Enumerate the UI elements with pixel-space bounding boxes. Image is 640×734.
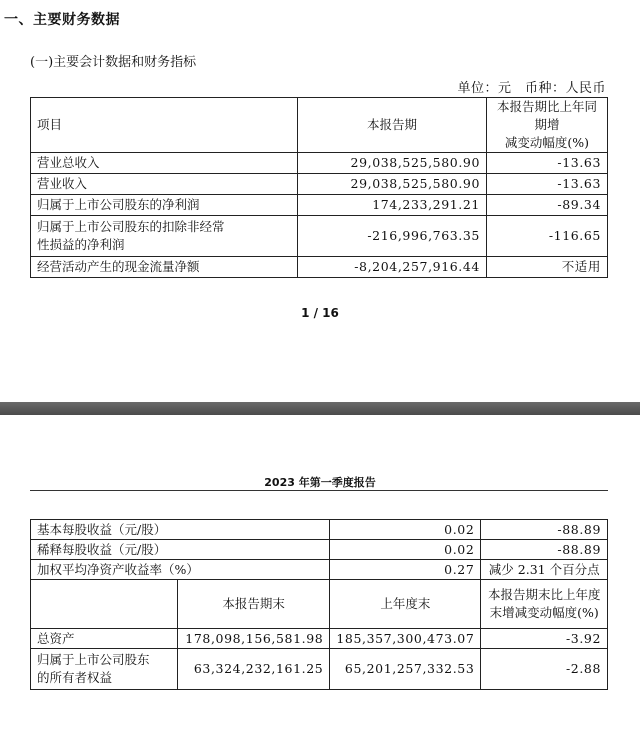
header-change-line1: 本报告期末比上年度	[487, 587, 601, 602]
header-period-end: 本报告期末	[178, 580, 330, 629]
row-item	[31, 216, 298, 257]
row-current: 174,233,291.21	[298, 195, 487, 216]
header-change-line2: 减变动幅度(%)	[504, 135, 590, 150]
row-period-end: 178,098,156,581.98	[178, 629, 330, 649]
section-heading: 一、主要财务数据	[4, 12, 120, 28]
unit-line: 单位：元 币种：人民币	[457, 81, 606, 96]
header-change-line1: 本报告期比上年同期增	[496, 99, 597, 132]
table-row	[31, 520, 608, 540]
table-row	[31, 195, 608, 216]
main-financial-table	[30, 97, 608, 278]
row-change: -116.65	[487, 216, 608, 257]
table-header-row	[31, 98, 608, 153]
row-change: -13.63	[487, 174, 608, 195]
page-number: 1 / 16	[301, 306, 339, 320]
row-item: 加权平均净资产收益率（%）	[31, 560, 330, 580]
header-change	[487, 98, 608, 153]
row-current: 0.02	[330, 540, 481, 560]
table-row	[31, 560, 608, 580]
row-current: 29,038,525,580.90	[298, 153, 487, 174]
table-row	[31, 174, 608, 195]
header-change-line2: 末增减变动幅度(%)	[489, 605, 599, 620]
row-change: 减少 2.31 个百分点	[481, 560, 608, 580]
table-row	[31, 216, 608, 257]
row-change: -3.92	[481, 629, 608, 649]
header-item: 项目	[31, 98, 298, 153]
row-change: -88.89	[481, 520, 608, 540]
row-item: 经营活动产生的现金流量净额	[31, 257, 298, 278]
report-title: 2023 年第一季度报告	[264, 476, 376, 489]
per-share-table	[30, 519, 608, 690]
header-current: 本报告期	[298, 98, 487, 153]
table-row	[31, 629, 608, 649]
row-last-year-end: 65,201,257,332.53	[330, 649, 481, 690]
row-item-line1: 归属于上市公司股东的扣除非经常	[37, 219, 225, 234]
subheading: (一)主要会计数据和财务指标	[30, 55, 197, 70]
row-item: 营业总收入	[31, 153, 298, 174]
row-current: -216,996,763.35	[298, 216, 487, 257]
row-item	[31, 649, 178, 690]
table-row	[31, 153, 608, 174]
row-item: 稀释每股收益（元/股）	[31, 540, 330, 560]
table-row	[31, 649, 608, 690]
row-last-year-end: 185,357,300,473.07	[330, 629, 481, 649]
row-change: -13.63	[487, 153, 608, 174]
balance-header-row	[31, 580, 608, 629]
row-change: -88.89	[481, 540, 608, 560]
header-last-year-end: 上年度末	[330, 580, 481, 629]
header-blank	[31, 580, 178, 629]
table-row	[31, 257, 608, 278]
row-current: 0.02	[330, 520, 481, 540]
row-item-line2: 的所有者权益	[37, 670, 113, 685]
page-divider	[0, 402, 640, 415]
row-item-line1: 归属于上市公司股东	[37, 652, 150, 667]
row-period-end: 63,324,232,161.25	[178, 649, 330, 690]
row-current: -8,204,257,916.44	[298, 257, 487, 278]
header-change	[481, 580, 608, 629]
row-item: 总资产	[31, 629, 178, 649]
table-row	[31, 540, 608, 560]
row-change: 不适用	[487, 257, 608, 278]
row-item: 基本每股收益（元/股）	[31, 520, 330, 540]
row-current: 0.27	[330, 560, 481, 580]
row-change: -2.88	[481, 649, 608, 690]
row-item: 归属于上市公司股东的净利润	[31, 195, 298, 216]
row-item: 营业收入	[31, 174, 298, 195]
row-change: -89.34	[487, 195, 608, 216]
row-current: 29,038,525,580.90	[298, 174, 487, 195]
row-item-line2: 性损益的净利润	[37, 237, 125, 252]
header-rule	[30, 490, 608, 491]
